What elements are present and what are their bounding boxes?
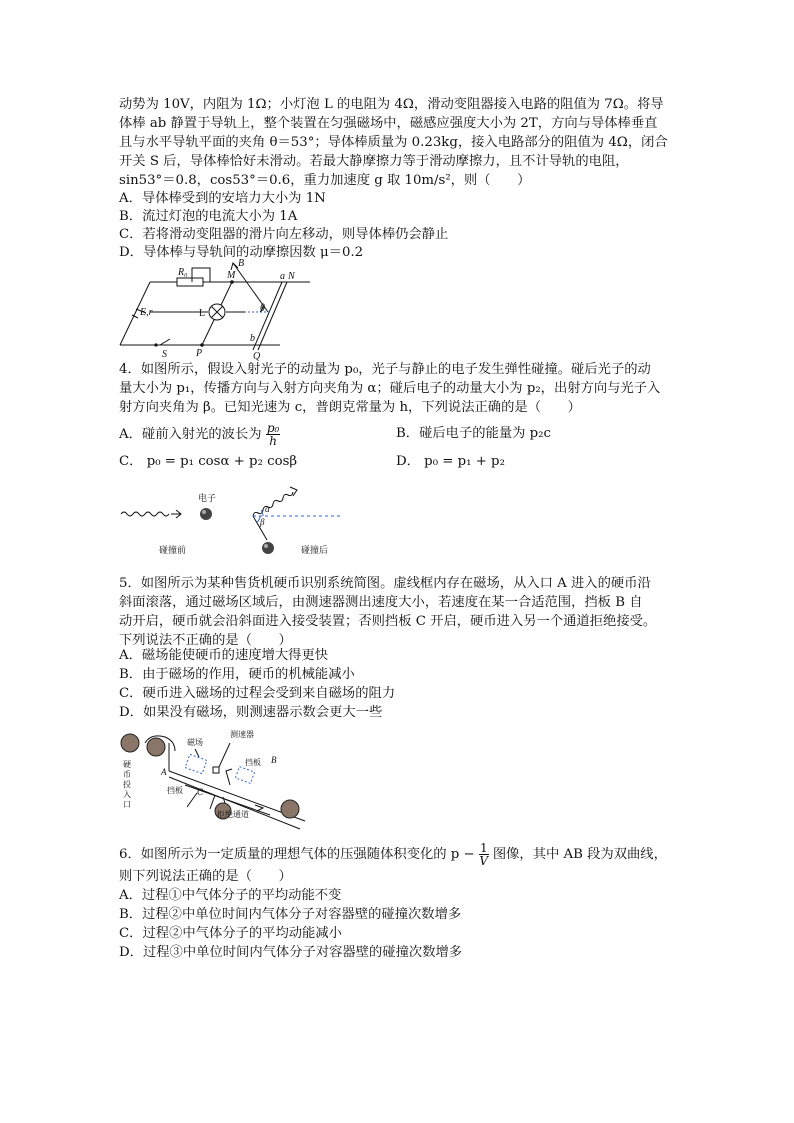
label-s: S [162,349,167,360]
q3-line-2: 体棒 ab 静置于导轨上，整个装置在匀强磁场中，磁感应强度大小为 2T，方向与导体棒垂直 [119,116,658,131]
label-reject: 拒绝通道 [217,810,249,819]
q3-line-4: 开关 S 后，导体棒恰好未滑动。若最大静摩擦力等于滑动摩擦力，且不计导轨的电阻， [119,154,629,169]
q6-option-b: B．过程②中单位时间内气体分子对容器壁的碰撞次数增多 [119,907,462,922]
q6-option-d: D．过程③中单位时间内气体分子对容器壁的碰撞次数增多 [119,945,463,960]
label-sensor: 测速器 [230,730,254,739]
label-b-field: B [238,258,245,269]
q3-option-a: A．导体棒受到的安培力大小为 1N [119,191,326,206]
q3-option-d: D．导体棒与导轨间的动摩擦因数 μ＝0.2 [119,245,364,260]
label-theta: θ [260,303,265,314]
fraction-denominator: h [269,434,277,448]
label-field: 磁场 [187,738,203,747]
label-baffle-2: 挡板 [167,786,183,795]
label-baffle-1: 挡板 [245,758,261,767]
label-entry-5: 口 [123,800,131,809]
q6-fraction [479,842,489,867]
label-n: N [288,271,295,282]
q4-line-3: 射方向夹角为 β。已知光速为 c，普朗克常量为 h，下列说法正确的是（ ） [119,400,581,415]
label-p: P [196,348,203,359]
q5-line-3: 动开启，硬币就会沿斜面进入接受装置；否则挡板 C 开启，硬币进入另一个通道拒绝接受。 [119,614,657,629]
q4-line-2: 量大小为 p₁，传播方向与入射方向夹角为 α；碰后电子的动量大小为 p₂，出射方向与光子入 [119,381,661,396]
q4-option-d: D． p₀ = p₁ + p₂ [396,454,505,469]
q3-line-5: sin53°＝0.8，cos53°＝0.6，重力加速度 g 取 10m/s²，则（ ） [119,173,531,188]
label-q: Q [253,351,261,362]
label-entry-1: 硬 [123,760,131,769]
q6-option-a: A．过程①中气体分子的平均动能不变 [119,888,342,903]
label-entry-2: 币 [123,770,131,779]
q5-line-1: 5．如图所示为某种售货机硬币识别系统简图。虚线框内存在磁场，从入口 A 进入的硬币沿 [119,576,651,591]
q3-option-c: C．若将滑动变阻器的滑片向左移动，则导体棒仍会静止 [119,227,449,242]
label-lamp: L [199,308,206,319]
label-after: 碰撞后 [301,545,329,555]
q5-line-4: 下列说法不正确的是（ ） [119,633,292,648]
q4-option-a-fraction [266,422,281,447]
q5-option-b: B．由于磁场的作用，硬币的机械能减小 [119,667,355,682]
q4-line-1: 4．如图所示，假设入射光子的动量为 p₀，光子与静止的电子发生弹性碰撞。碰后光子的动 [119,362,651,377]
label-a: a [280,271,285,282]
q6-option-c: C．过程②中气体分子的平均动能减小 [119,926,342,941]
q6-line-1-prefix: 6．如图所示为一定质量的理想气体的压强随体积变化的 p − [119,847,475,862]
q3-line-1: 动势为 10V，内阻为 1Ω；小灯泡 L 的电阻为 4Ω，滑动变阻器接入电路的阻值为 7Ω。将导 [119,97,664,112]
label-beta: β [260,517,265,527]
label-entry-3: 投 [123,780,131,789]
q6-line-1 [119,842,667,867]
label-b: b [250,333,255,344]
label-entry-4: 入 [123,790,131,799]
label-electron: 电子 [198,493,217,503]
q4-option-a-text: A．碰前入射光的波长为 [119,427,262,442]
fraction-denominator: V [479,854,489,868]
q5-option-a: A．磁场能使硬币的速度增大得更快 [119,648,329,663]
q4-option-a [119,422,280,447]
label-r0: R₀ [178,267,188,278]
q5-line-2: 斜面滚落，通过磁场区域后，由测速器测出速度大小，若速度在某一合适范围，挡板 B 自 [119,595,643,610]
q5-coin-figure [115,725,315,835]
q6-line-2: 则下列说法正确的是（ ） [119,869,292,884]
q6-line-1-suffix: 图像，其中 AB 段为双曲线， [492,847,667,862]
q5-option-c: C．硬币进入磁场的过程会受到来自磁场的阻力 [119,686,396,701]
q3-option-b: B．流过灯泡的电流大小为 1A [119,209,298,224]
label-m: M [227,270,236,281]
fraction-numerator: p₀ [266,421,280,435]
q3-line-3: 且与水平导轨平面的夹角 θ＝53°；导体棒质量为 0.23kg，接入电路部分的阻值为 4Ω，闭合 [119,135,668,150]
label-alpha: α [265,504,270,514]
q4-scattering-figure [115,472,355,562]
label-c-baffle: C [197,787,204,797]
q5-option-d: D．如果没有磁场，则测速器示数会更大一些 [119,705,383,720]
label-before: 碰撞前 [159,545,187,555]
fraction-numerator: 1 [479,841,488,855]
q4-option-b: B．碰后电子的能量为 p₂c [396,426,551,441]
label-er: E,r [140,307,153,318]
label-a-entry: A [161,767,167,777]
label-b-baffle: B [271,755,277,765]
q4-option-c: C． p₀ = p₁ cosα + p₂ cosβ [119,454,298,469]
q3-circuit-figure [110,255,340,365]
